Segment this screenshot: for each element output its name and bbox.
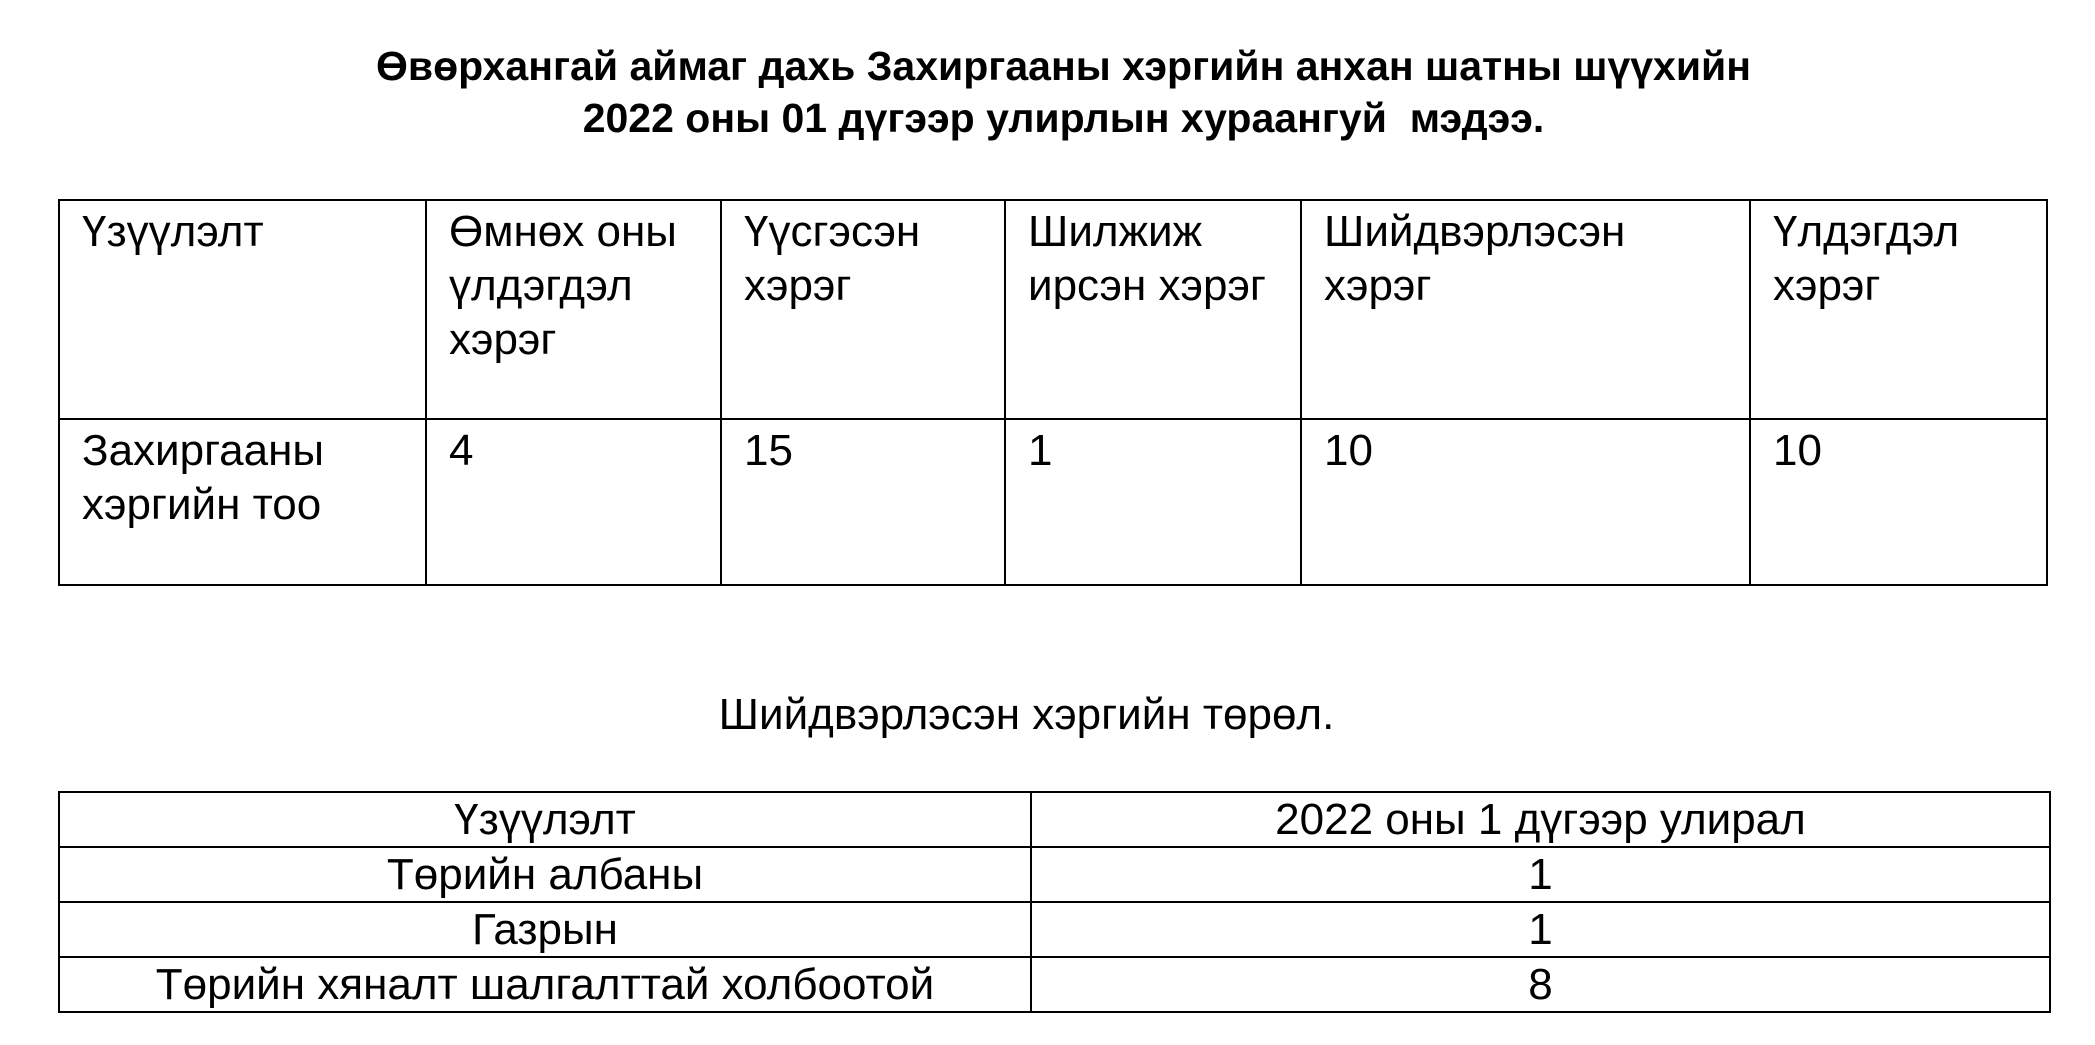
- summary-value-row: [59, 419, 2047, 585]
- types-header-quarter: 2022 оны 1 дүгээр улирал: [1031, 792, 2050, 847]
- type-label: Төрийн албаны: [59, 847, 1031, 902]
- table-row: [59, 792, 2050, 847]
- document-title: [0, 40, 2095, 144]
- value-transferred-cases: 1: [1005, 419, 1301, 585]
- header-created-cases: Үүсгэсэн хэрэг: [721, 200, 1005, 419]
- header-previous-balance: Өмнөх оны үлдэгдэл хэрэг: [426, 200, 721, 419]
- title-line-1: Өвөрхангай аймаг дахь Захиргааны хэргийн анхан шатны шүүхийн: [375, 43, 1752, 89]
- type-count: 1: [1031, 847, 2050, 902]
- summary-header-row: [59, 200, 2047, 419]
- row-label: Захиргааны хэргийн тоо: [59, 419, 426, 585]
- type-label: Төрийн хяналт шалгалттай холбоотой: [59, 957, 1031, 1012]
- table-row: [59, 847, 2050, 902]
- value-remaining-cases: 10: [1750, 419, 2047, 585]
- type-count: 1: [1031, 902, 2050, 957]
- table-row: [59, 957, 2050, 1012]
- header-resolved-cases: Шийдвэрлэсэн хэрэг: [1301, 200, 1750, 419]
- table-row: [59, 902, 2050, 957]
- types-header-indicator: Үзүүлэлт: [59, 792, 1031, 847]
- header-remaining-cases: Үлдэгдэл хэрэг: [1750, 200, 2047, 419]
- header-transferred-cases: Шилжиж ирсэн хэрэг: [1005, 200, 1301, 419]
- title-line-2: 2022 оны 01 дүгээр улирлын хураангуй мэдээ.: [582, 95, 1545, 141]
- type-count: 8: [1031, 957, 2050, 1012]
- case-types-table: [58, 791, 2051, 1013]
- type-label: Газрын: [59, 902, 1031, 957]
- types-subtitle: Шийдвэрлэсэн хэргийн төрөл.: [718, 690, 1335, 739]
- value-previous-balance: 4: [426, 419, 721, 585]
- header-indicator: Үзүүлэлт: [59, 200, 426, 419]
- value-created-cases: 15: [721, 419, 1005, 585]
- value-resolved-cases: 10: [1301, 419, 1750, 585]
- summary-table: [58, 199, 2048, 586]
